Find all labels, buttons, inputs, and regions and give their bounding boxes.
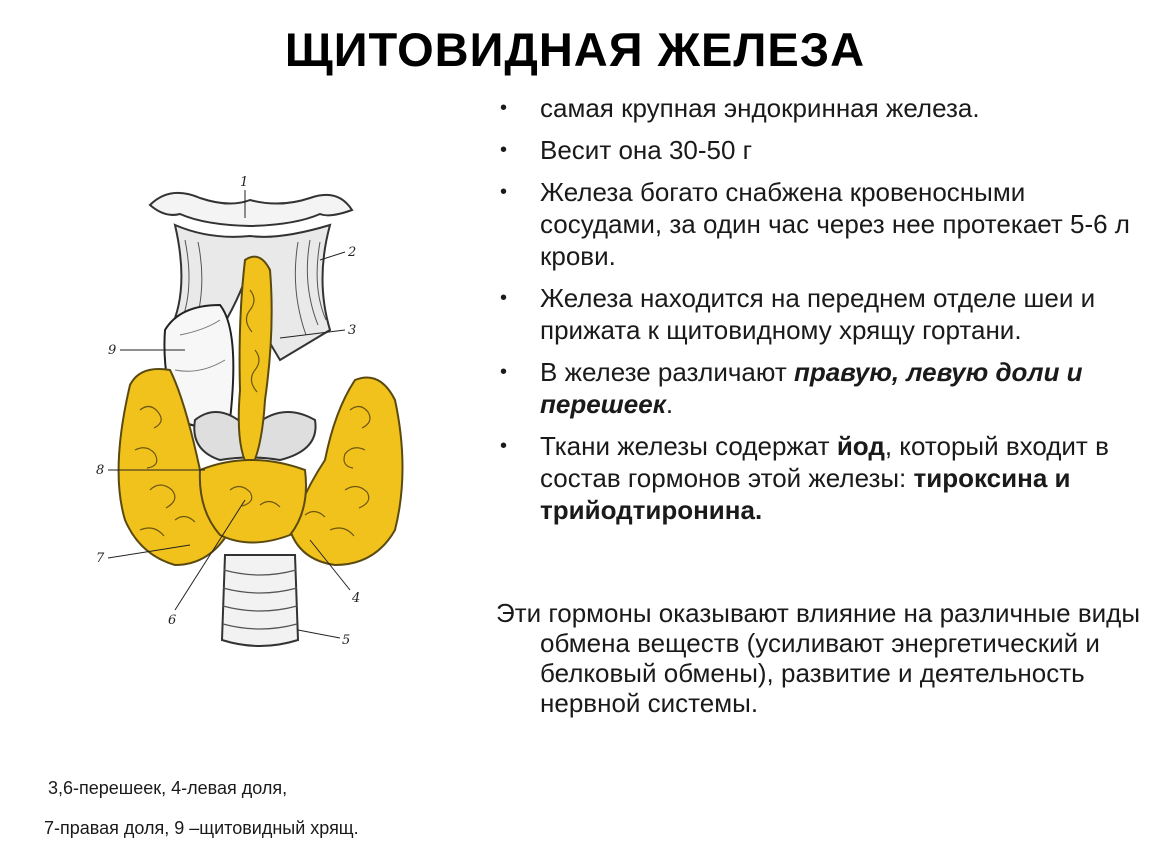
label-7: 7 [96, 551, 105, 566]
label-8: 8 [96, 463, 105, 478]
bullet-icon: • [500, 361, 508, 383]
bullet-icon: • [500, 287, 508, 309]
label-5: 5 [342, 633, 351, 648]
label-6: 6 [168, 613, 177, 628]
isthmus [200, 460, 306, 543]
bullet-icon: • [500, 139, 508, 161]
list-item: • Весит она 30-50 г [500, 135, 753, 165]
list-item: • самая крупная эндокринная железа. [500, 93, 980, 123]
figure-caption-line-1: 3,6-перешеек, 4-левая доля, [48, 778, 288, 798]
emphasis-text: правую, левую доли и перешеек [540, 357, 1083, 419]
bullet-icon: • [500, 97, 508, 119]
thyroid-illustration [80, 170, 420, 670]
facts-list [496, 92, 1136, 536]
bullet-icon: • [500, 181, 508, 203]
bullet-icon: • [500, 435, 508, 457]
bold-text: йод [836, 431, 885, 461]
hyoid-bone [150, 193, 352, 226]
label-3: 3 [348, 323, 357, 338]
label-9: 9 [108, 343, 117, 358]
trachea [222, 555, 298, 646]
list-item: • Железа находится на переднем отделе шеи и прижата к щитовидному хрящу гортани. [500, 283, 1096, 345]
left-lobe [290, 378, 403, 566]
list-item: • В железе различают правую, левую доли и перешеек. [500, 357, 1083, 419]
label-2: 2 [348, 245, 357, 260]
label-1: 1 [240, 175, 249, 190]
bold-text: тироксина и трийодтиронина. [540, 463, 1071, 525]
label-4: 4 [352, 591, 361, 606]
hormones-paragraph: Эти гормоны оказывают влияние на различные виды обмена веществ (усиливают энергетический и белковый обмены), развитие и деятельность нервной системы. [496, 598, 1141, 718]
slide-title: ЩИТОВИДНАЯ ЖЕЛЕЗА [284, 23, 866, 76]
list-item: • Ткани железы содержат йод, который входит в состав гормонов этой железы: тироксина и трийодтиронина. [500, 431, 1109, 525]
figure-caption-line-2: 7-правая доля, 9 –щитовидный хрящ. [44, 818, 359, 838]
list-item: • Железа богато снабжена кровеносными сосудами, за один час через нее протекает 5-6 л крови. [500, 177, 1130, 271]
